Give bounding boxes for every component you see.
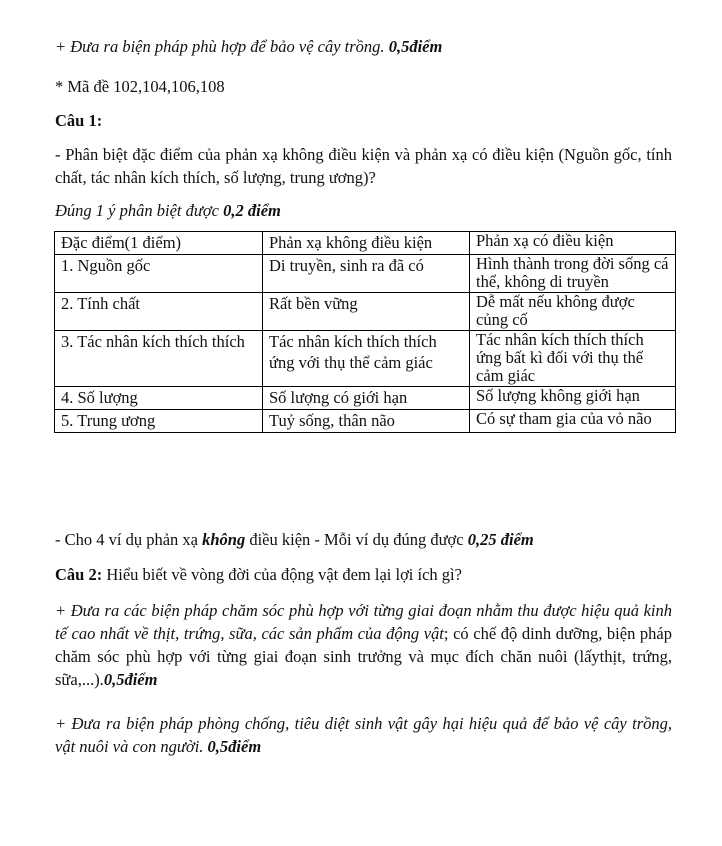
q2-line	[55, 565, 462, 585]
table-row	[55, 293, 676, 331]
q1-scoring-text: Đúng 1 ý phân biệt được	[55, 201, 224, 220]
q2-heading: Câu 2:	[55, 565, 103, 584]
q1-question: - Phân biệt đặc điểm của phản xạ không điều kiện và phản xạ có điều kiện (Nguồn gốc, tính chất, tác nhân kích thích, số lượng, trung ương)?	[55, 145, 672, 187]
feature-cell: 5. Trung ương	[55, 410, 263, 433]
reflex-comparison-table	[54, 231, 676, 433]
q1-scoring-value: 0,2 điểm	[223, 201, 281, 220]
conditioned-cell: Có sự tham gia của vỏ não	[470, 410, 676, 433]
answer1-italic: + Đưa ra các biện pháp chăm sóc phù hợp với từng giai đoạn nhằm thu được hiệu quả kinh tế cao nhất về thịt, trứng, sữa, các sản phẩm của động vật	[55, 601, 672, 643]
table-row	[55, 331, 676, 387]
examples-emph: không	[202, 530, 246, 549]
feature-cell: 4. Số lượng	[55, 387, 263, 410]
answer2-italic: + Đưa ra biện pháp phòng chống, tiêu diệt sinh vật gây hại hiệu quả để bảo vệ cây trồng, vật nuôi và con người.	[55, 714, 672, 756]
unconditioned-cell: Tuỷ sống, thân não	[263, 410, 470, 433]
examples-part1: - Cho 4 ví dụ phản xạ	[55, 530, 203, 549]
exam-codes: * Mã đề 102,104,106,108	[55, 77, 225, 96]
table-row	[55, 387, 676, 410]
feature-cell: 3. Tác nhân kích thích thích	[55, 331, 263, 387]
answer1-normal: ; có chế độ dinh dưỡng, biện pháp chăm sóc phù hợp với từng giai đoạn sinh trưởng và mục đích chăn nuôi (lấythịt, trứng, sữa,...).	[55, 624, 672, 689]
answer1-score: 0,5điểm	[103, 670, 158, 689]
answer2-score: 0,5điểm	[207, 737, 262, 756]
header-conditioned: Phản xạ có điều kiện	[470, 232, 676, 255]
conditioned-cell: Dễ mất nếu không được củng cố	[470, 293, 676, 331]
protect-crops-score: 0,5điểm	[388, 37, 443, 56]
header-feature: Đặc điểm(1 điểm)	[55, 232, 263, 255]
protect-crops-text: + Đưa ra biện pháp phù hợp để bảo vệ cây trồng.	[55, 37, 389, 56]
feature-cell: 1. Nguồn gốc	[55, 255, 263, 293]
q2-answer-2	[55, 712, 672, 758]
examples-score: 0,25 điểm	[467, 530, 534, 549]
conditioned-cell: Tác nhân kích thích thích ứng bất kì đối với thụ thể cảm giác	[470, 331, 676, 387]
conditioned-cell: Hình thành trong đời sống cá thể, không di truyền	[470, 255, 676, 293]
q2-question: Hiểu biết về vòng đời của động vật đem lại lợi ích gì?	[102, 565, 462, 584]
q1-heading	[55, 111, 102, 131]
q2-answer-1	[55, 599, 672, 691]
examples-part2: điều kiện - Mỗi ví dụ đúng được	[245, 530, 468, 549]
header-unconditioned: Phản xạ không điều kiện	[263, 232, 470, 255]
q1-heading-text: Câu 1:	[55, 111, 103, 130]
table-row	[55, 410, 676, 433]
q1-scoring-note	[55, 201, 281, 221]
unconditioned-cell: Số lượng có giới hạn	[263, 387, 470, 410]
table-header-row	[55, 232, 676, 255]
unconditioned-cell: Di truyền, sinh ra đã có	[263, 255, 470, 293]
conditioned-cell: Số lượng không giới hạn	[470, 387, 676, 410]
unconditioned-cell: Tác nhân kích thích thích ứng với thụ thể cảm giác	[263, 331, 470, 387]
unconditioned-cell: Rất bền vững	[263, 293, 470, 331]
feature-cell: 2. Tính chất	[55, 293, 263, 331]
table-row	[55, 255, 676, 293]
protect-crops-item	[55, 37, 442, 57]
q1-examples	[55, 530, 534, 550]
